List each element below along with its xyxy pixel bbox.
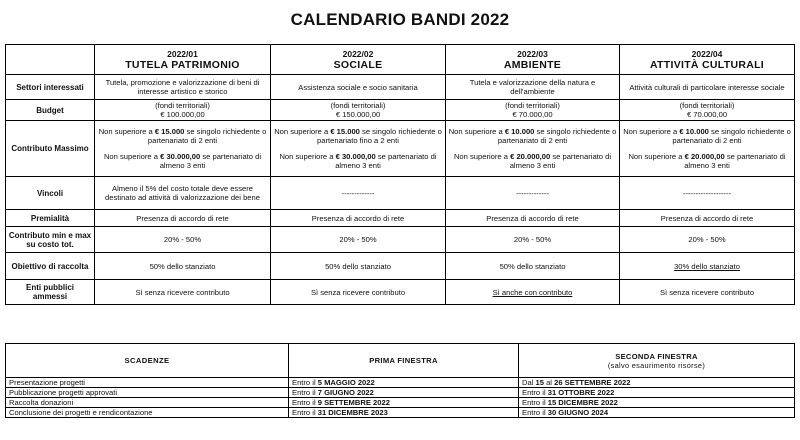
table-cell: Dal 15 al 26 SETTEMBRE 2022 <box>519 378 795 388</box>
header-row <box>6 344 795 378</box>
table-cell: (fondi territoriali) € 70.000,00 <box>446 100 620 121</box>
prima-finestra-header: PRIMA FINESTRA <box>289 344 519 378</box>
table-cell: 30% dello stanziato <box>620 253 795 280</box>
table-cell: 50% dello stanziato <box>95 253 271 280</box>
column-header: 2022/03 AMBIENTE <box>446 45 620 75</box>
table-row <box>6 210 795 227</box>
table-cell: Attività culturali di particolare interesse sociale <box>620 75 795 100</box>
table-cell: Entro il 9 SETTEMBRE 2022 <box>289 398 519 408</box>
row-label: Pubblicazione progetti approvati <box>6 388 289 398</box>
table-row <box>6 121 795 177</box>
table-cell: Non superiore a € 15.000 se singolo richiedente o partenariato fino a 2 enti Non superiore a € 30.000,00 se partenariato di almeno 3 enti <box>271 121 446 177</box>
table-cell: Sì senza ricevere contributo <box>271 280 446 305</box>
row-label: Budget <box>6 100 95 121</box>
table-cell: Sì anche con contributo <box>446 280 620 305</box>
table-cell: Tutela, promozione e valorizzazione di beni di interesse artistico e storico <box>95 75 271 100</box>
table-cell: ------------------- <box>620 177 795 210</box>
table-row <box>6 177 795 210</box>
table-cell: 50% dello stanziato <box>271 253 446 280</box>
table-cell: Non superiore a € 10.000 se singolo richiedente o partenariato di 2 enti Non superiore a € 20.000,00 se partenariato di almeno 3 enti <box>620 121 795 177</box>
table-cell: (fondi territoriali) € 150.000,00 <box>271 100 446 121</box>
table-cell: Sì senza ricevere contributo <box>620 280 795 305</box>
row-label: Enti pubblici ammessi <box>6 280 95 305</box>
table-cell: Presenza di accordo di rete <box>271 210 446 227</box>
table-row <box>6 398 795 408</box>
table-cell: 20% - 50% <box>271 227 446 253</box>
table-cell: Tutela e valorizzazione della natura e dell'ambiente <box>446 75 620 100</box>
table-cell: Sì senza ricevere contributo <box>95 280 271 305</box>
table-cell: Presenza di accordo di rete <box>620 210 795 227</box>
row-label: Obiettivo di raccolta <box>6 253 95 280</box>
table-cell: 20% - 50% <box>446 227 620 253</box>
table-row <box>6 100 795 121</box>
table-cell: ------------- <box>271 177 446 210</box>
row-label: Premialità <box>6 210 95 227</box>
scadenze-table <box>5 343 795 418</box>
table-cell: Entro il 30 GIUGNO 2024 <box>519 408 795 418</box>
row-label: Settori interessati <box>6 75 95 100</box>
table-row <box>6 253 795 280</box>
table-cell: (fondi territoriali) € 100.000,00 <box>95 100 271 121</box>
header-row <box>6 45 795 75</box>
row-label: Vincoli <box>6 177 95 210</box>
table-cell: Entro il 7 GIUGNO 2022 <box>289 388 519 398</box>
table-row <box>6 280 795 305</box>
table-cell: 20% - 50% <box>95 227 271 253</box>
table-row <box>6 408 795 418</box>
table-cell: Entro il 15 DICEMBRE 2022 <box>519 398 795 408</box>
table-cell: Almeno il 5% del costo totale deve essere destinato ad attività di valorizzazione dei bene <box>95 177 271 210</box>
table-cell: Entro il 31 DICEMBRE 2023 <box>289 408 519 418</box>
table-row <box>6 388 795 398</box>
table-cell: Non superiore a € 15.000 se singolo richiedente o partenariato di 2 enti Non superiore a € 30.000,00 se partenariato di almeno 3 enti <box>95 121 271 177</box>
table-cell: Entro il 31 OTTOBRE 2022 <box>519 388 795 398</box>
table-cell: (fondi territoriali) € 70.000,00 <box>620 100 795 121</box>
table-cell: ------------- <box>446 177 620 210</box>
column-header: 2022/02 SOCIALE <box>271 45 446 75</box>
column-header: 2022/01 TUTELA PATRIMONIO <box>95 45 271 75</box>
row-label: Raccolta donazioni <box>6 398 289 408</box>
table-cell: 20% - 50% <box>620 227 795 253</box>
seconda-finestra-header: SECONDA FINESTRA (salvo esaurimento risorse) <box>519 344 795 378</box>
row-label: Presentazione progetti <box>6 378 289 388</box>
table-row <box>6 227 795 253</box>
table-cell: 50% dello stanziato <box>446 253 620 280</box>
row-label: Contributo min e max su costo tot. <box>6 227 95 253</box>
corner-cell <box>6 45 95 75</box>
table-row <box>6 75 795 100</box>
row-label: Conclusione dei progetti e rendicontazione <box>6 408 289 418</box>
row-label: Contributo Massimo <box>6 121 95 177</box>
page-title: CALENDARIO BANDI 2022 <box>290 10 510 29</box>
scadenze-header: SCADENZE <box>6 344 289 378</box>
column-header: 2022/04 ATTIVITÀ CULTURALI <box>620 45 795 75</box>
table-row <box>6 378 795 388</box>
table-cell: Presenza di accordo di rete <box>95 210 271 227</box>
table-cell: Entro il 5 MAGGIO 2022 <box>289 378 519 388</box>
table-cell: Presenza di accordo di rete <box>446 210 620 227</box>
bandi-table <box>5 44 795 305</box>
table-cell: Assistenza sociale e socio sanitaria <box>271 75 446 100</box>
table-cell: Non superiore a € 10.000 se singolo richiedente o partenariato di 2 enti Non superiore a € 20.000,00 se partenariato di almeno 3 enti <box>446 121 620 177</box>
